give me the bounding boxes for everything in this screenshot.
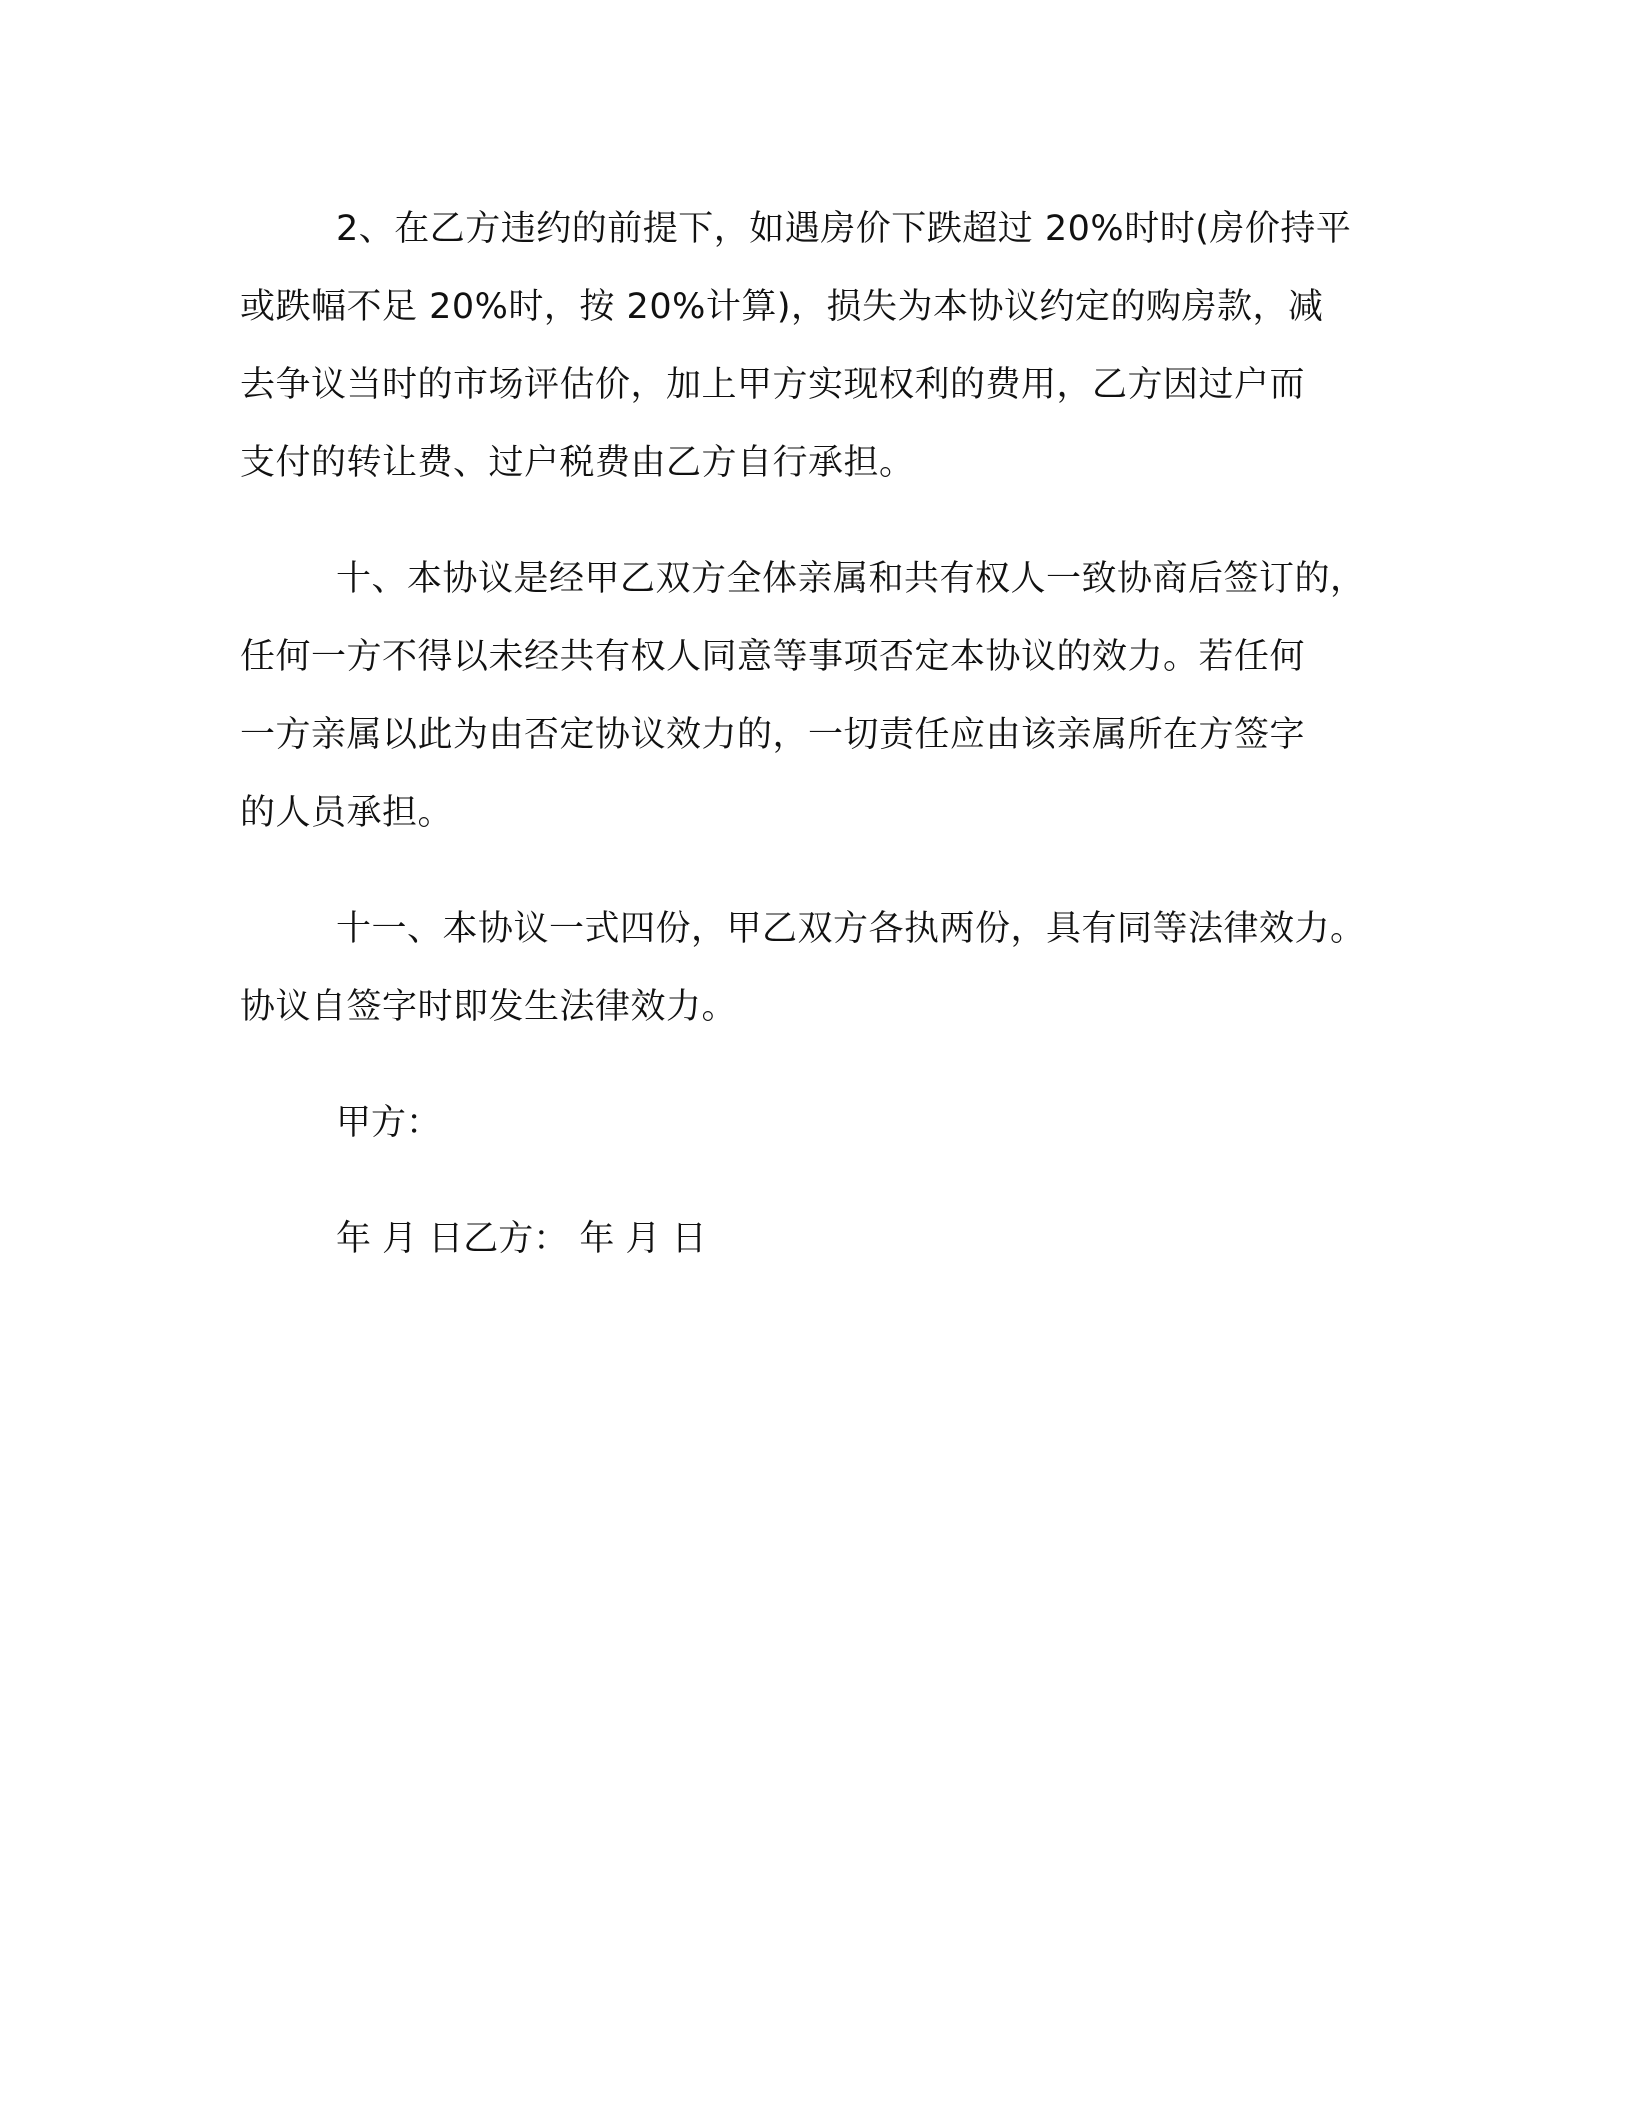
clause-2 [240,190,1400,502]
clause-11-line-1: 十一、本协议一式四份，甲乙双方各执两份，具有同等法律效力。 [336,909,1366,949]
clause-11-line-2: 协议自签字时即发生法律效力。 [240,987,738,1027]
clause-2-line-1: 2、在乙方违约的前提下，如遇房价下跌超过 20%时时(房价持平 [336,209,1352,249]
paragraph-gap [240,502,1400,540]
party-a-signature-label: 甲方： [336,1103,442,1143]
paragraph-gap [240,1162,1400,1200]
paragraph-gap [240,1046,1400,1084]
clause-2-line-4: 支付的转让费、过户税费由乙方自行承担。 [240,443,915,483]
date-and-party-b-line: 年 月 日乙方： 年 月 日 [336,1219,707,1259]
clause-10-line-1: 十、本协议是经甲乙双方全体亲属和共有权人一致协商后签订的， [336,559,1366,599]
clause-10-line-2: 任何一方不得以未经共有权人同意等事项否定本协议的效力。若任何 [240,637,1306,677]
clause-10-line-3: 一方亲属以此为由否定协议效力的，一切责任应由该亲属所在方签字 [240,715,1306,755]
clause-11 [240,890,1400,1046]
clause-2-line-3: 去争议当时的市场评估价，加上甲方实现权利的费用，乙方因过户而 [240,365,1306,405]
paragraph-gap [240,852,1400,890]
document-body [240,190,1400,1278]
clause-10-line-4: 的人员承担。 [240,793,454,833]
clause-2-line-2: 或跌幅不足 20%时，按 20%计算)，损失为本协议约定的购房款，减 [240,287,1324,327]
clause-10 [240,540,1400,852]
